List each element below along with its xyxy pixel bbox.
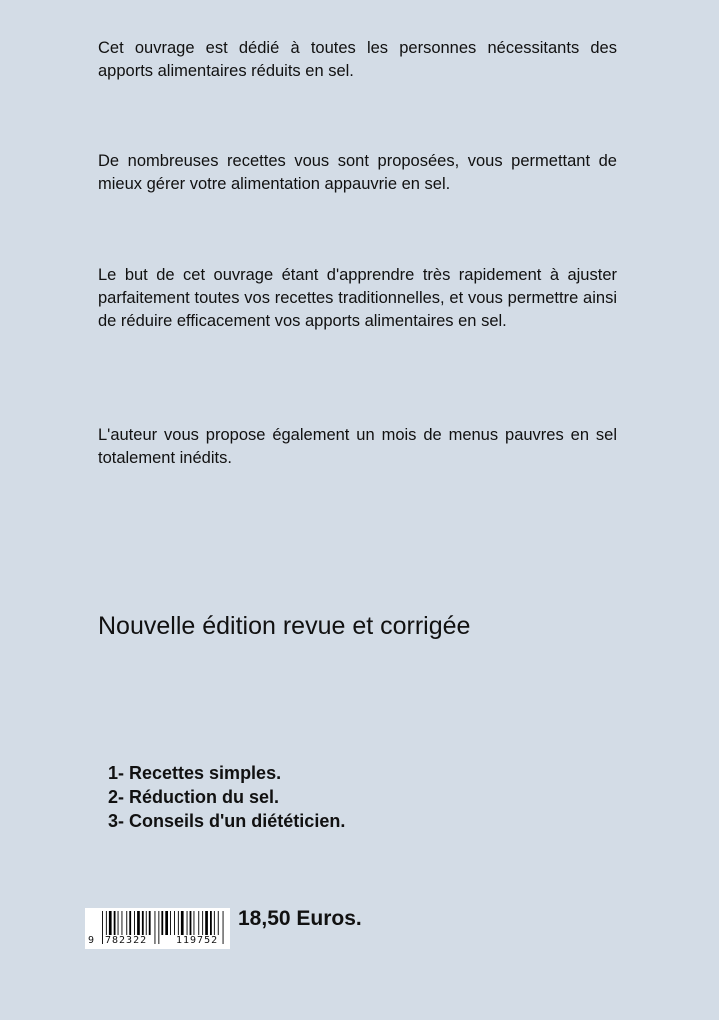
isbn-barcode: [85, 908, 230, 949]
barcode-digits-right: 119752: [176, 935, 219, 946]
paragraph-goal: Le but de cet ouvrage étant d'apprendre très rapidement à ajuster parfaitement toutes vos recettes traditionnelles, et vous permettre ainsi de réduire efficacement vos apports alimentaires en sel.: [98, 266, 617, 330]
list-item: 2- Réduction du sel.: [108, 787, 280, 807]
feature-list: [108, 761, 345, 833]
edition-heading: Nouvelle édition revue et corrigée: [98, 612, 471, 640]
list-item: 3- Conseils d'un diététicien.: [108, 811, 346, 831]
list-item: 1- Recettes simples.: [108, 763, 282, 783]
price: 18,50 Euros.: [238, 907, 362, 930]
paragraph-dedication: Cet ouvrage est dédié à toutes les personnes nécessitants des apports alimentaires réduits en sel.: [98, 39, 617, 80]
barcode-digits-left: 782322: [105, 935, 148, 946]
paragraph-menus: L'auteur vous propose également un mois de menus pauvres en sel totalement inédits.: [98, 426, 617, 467]
paragraph-recipes: De nombreuses recettes vous sont proposées, vous permettant de mieux gérer votre alimentation appauvrie en sel.: [98, 152, 617, 193]
barcode-digit: 9: [88, 935, 95, 946]
